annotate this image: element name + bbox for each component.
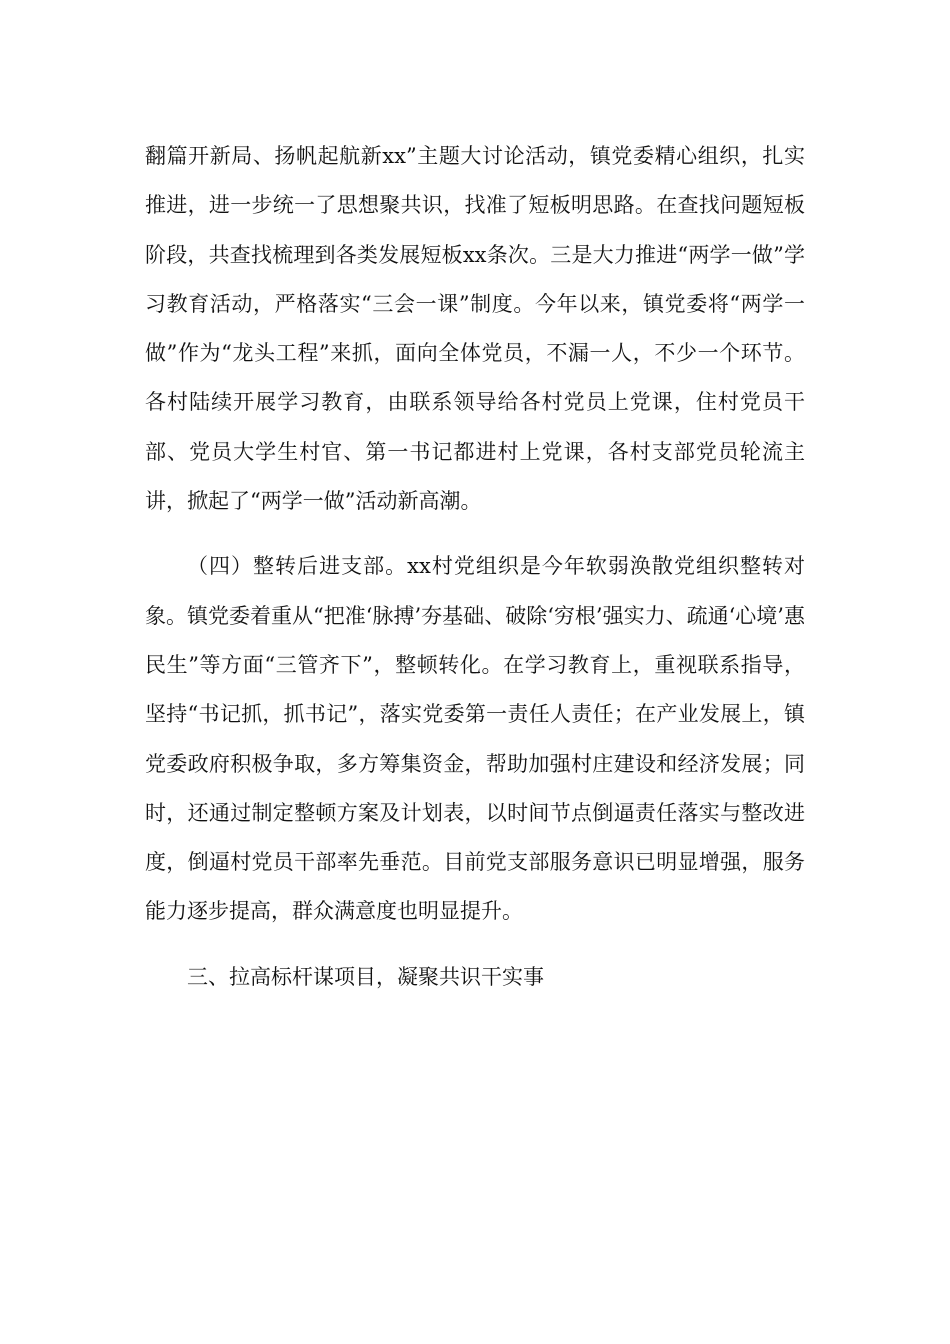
paragraph-continuation: 翻篇开新局、扬帆起航新xx”主题大讨论活动，镇党委精心组织，扎实推进，进一步统一了思想聚共识，找准了短板明思路。在查找问题短板阶段，共查找梳理到各类发展短板xx条次。三是大力推进“两学一做”学习教育活动，严格落实“三会一课”制度。今年以来，镇党委将“两学一做”作为“龙头工程”来抓，面向全体党员，不漏一人，不少一个环节。各村陆续开展学习教育，由联系领导给各村党员上党课，住村党员干部、党员大学生村官、第一书记都进村上党课，各村支部党员轮流主讲，掀起了“两学一做”活动新高潮。 bbox=[145, 144, 805, 514]
section-heading-three: 三、拉高标杆谋项目，凝聚共识干实事 bbox=[187, 964, 544, 989]
document-body bbox=[145, 132, 805, 1002]
paragraph-section-four: （四）整转后进支部。xx村党组织是今年软弱涣散党组织整转对象。镇党委着重从“把准‘脉搏’夯基础、破除‘穷根’强实力、疏通‘心境’惠民生”等方面“三管齐下”，整顿转化。在学习教育上，重视联系指导，坚持“书记抓，抓书记”，落实党委第一责任人责任；在产业发展上，镇党委政府积极争取，多方筹集资金，帮助加强村庄建设和经济发展；同时，还通过制定整顿方案及计划表，以时间节点倒逼责任落实与整改进度，倒逼村党员干部率先垂范。目前党支部服务意识已明显增强，服务能力逐步提高，群众满意度也明显提升。 bbox=[145, 554, 805, 924]
